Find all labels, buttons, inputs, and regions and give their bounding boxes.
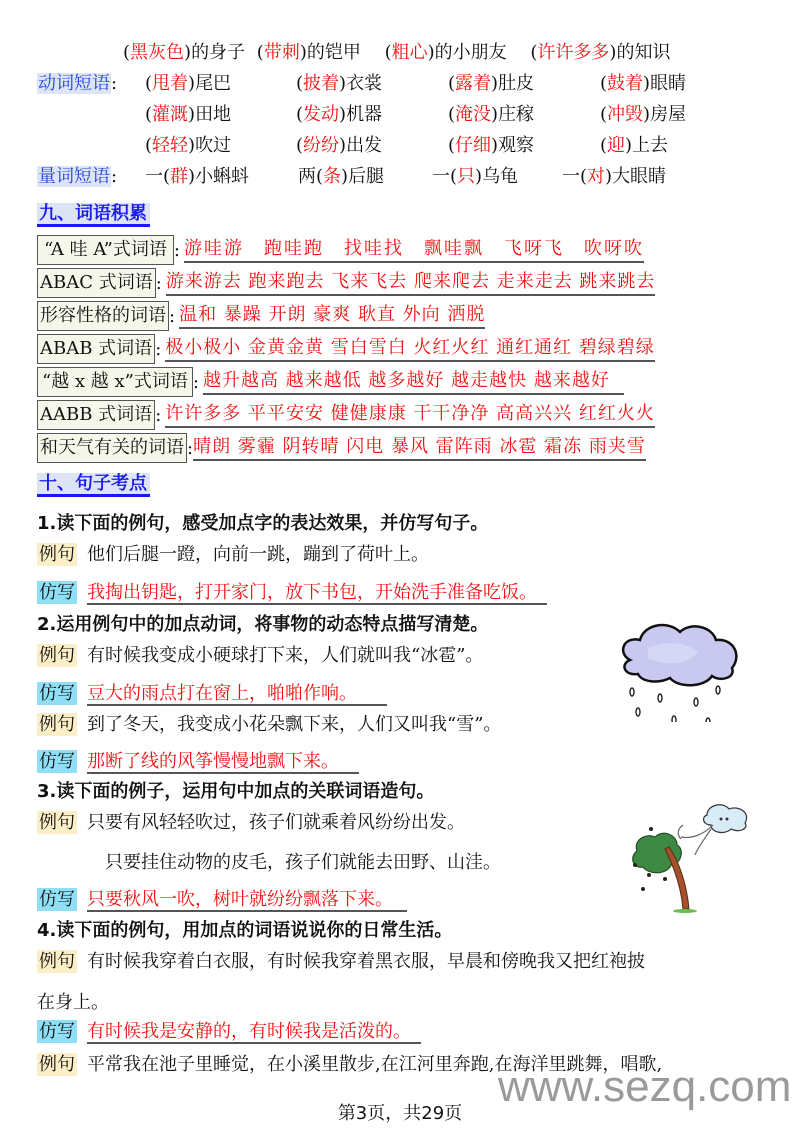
measure-phrases-label: 量词短语: [38, 166, 118, 187]
section-9-heading [37, 201, 150, 227]
phrase: (仔细)观察 [448, 135, 535, 156]
imitate-answer: 我掏出钥匙，打开家门，放下书包，开始洗手准备吃饭。 [87, 582, 547, 605]
windy-tree-illustration [615, 795, 765, 915]
phrase: (纷纷)出发 [296, 135, 383, 156]
example-tag: 例句 [39, 1054, 75, 1075]
imitate-row [37, 885, 407, 911]
vocab-label: “越 x 越 x”式词语 [37, 367, 193, 397]
phrase-rest: 的铠甲 [306, 42, 361, 63]
label-text: 动词短语 [38, 73, 110, 94]
imitate-answer: 只要秋风一吹，树叶就纷纷飘落下来。 [87, 889, 407, 912]
imitate-tag: 仿写 [39, 683, 75, 704]
phrase: 一(群)小蝌蚪 [145, 166, 250, 187]
phrase: (淹没)庄稼 [448, 104, 535, 125]
phrase: 两(条)后腿 [298, 166, 385, 187]
phrase: (披着)衣裳 [296, 73, 383, 94]
example-row [37, 540, 429, 566]
imitate-row [37, 747, 359, 773]
vocab-row-abab: ABAB 式词语 : 极小极小 金黄金黄 雪白雪白 火红火红 通红通红 碧绿碧绿 [37, 334, 655, 364]
phrase-fill: 许许多多 [537, 42, 610, 63]
example-sentence: 到了冬天，我变成小花朵飘下来，人们又叫我“雪”。 [87, 714, 502, 735]
vocab-row-aabb: AABB 式词语 : 许许多多 平平安安 健健康康 干干净净 高高兴兴 红红火火 [37, 400, 655, 430]
imitate-row [37, 679, 387, 705]
heading-text: 十、句子考点 [37, 473, 150, 497]
imitate-tag: 仿写 [39, 1021, 75, 1042]
example-tag: 例句 [39, 714, 75, 735]
phrase-rest: 的身子 [191, 42, 246, 63]
vocab-words: 游来游去 跑来跑去 飞来飞去 爬来爬去 走来走去 跳来跳去 [166, 270, 656, 296]
phrase-fill: 黑灰色 [130, 42, 185, 63]
vocab-words: 晴朗 雾霾 阴转晴 闪电 暴风 雷阵雨 冰雹 霜冻 雨夹雪 [193, 435, 646, 461]
rain-cloud-illustration [608, 612, 758, 722]
adjective-phrases-row [123, 40, 670, 66]
vocab-label: AABB 式词语 [37, 400, 155, 430]
phrase: 一(对)大眼睛 [562, 166, 667, 187]
phrase: (粗心)的小朋友 [384, 42, 507, 63]
imitate-tag: 仿写 [39, 582, 75, 603]
example-row [37, 641, 483, 667]
imitate-row [37, 1017, 421, 1043]
phrase: (发动)机器 [296, 104, 383, 125]
imitate-tag: 仿写 [39, 889, 75, 910]
vocab-words: 极小极小 金黄金黄 雪白雪白 火红火红 通红通红 碧绿碧绿 [165, 336, 655, 362]
vocab-row-yue-x-yue-x: “越 x 越 x”式词语 : 越升越高 越来越低 越多越好 越走越快 越来越好 [37, 367, 624, 397]
vocab-row-abac: ABAC 式词语 : 游来游去 跑来跑去 飞来飞去 爬来爬去 走来走去 跳来跳去 [37, 268, 655, 298]
imitate-tag: 仿写 [39, 751, 75, 772]
example-tag: 例句 [39, 544, 75, 565]
example-sentence: 有时候我变成小硬球打下来，人们就叫我“冰雹”。 [87, 645, 484, 666]
phrase-rest: 的知识 [616, 42, 671, 63]
phrase: (灌溉)田地 [145, 104, 232, 125]
example-row [37, 808, 465, 834]
vocab-label: ABAB 式词语 [37, 334, 155, 364]
vocab-words: 许许多多 平平安安 健健康康 干干净净 高高兴兴 红红火火 [165, 402, 655, 428]
example-sentence: 只要挂住动物的皮毛，孩子们就能去田野、山洼。 [105, 852, 501, 873]
question-1: 1.读下面的例句，感受加点字的表达效果，并仿写句子。 [37, 513, 489, 534]
phrase: (迎)上去 [600, 135, 669, 156]
section-10-heading [37, 471, 150, 497]
phrase: (轻轻)吹过 [145, 135, 232, 156]
phrase-fill: 粗心 [391, 42, 428, 63]
example-tag: 例句 [39, 812, 75, 833]
verb-phrases-label: 动词短语: [38, 73, 118, 94]
vocab-label: ABAC 式词语 [37, 268, 156, 298]
question-2: 2.运用例句中的加点动词，将事物的动态特点描写清楚。 [37, 614, 489, 635]
phrase: (鼓着)眼睛 [600, 73, 687, 94]
phrase: (甩着)尾巴 [145, 73, 232, 94]
example-row [37, 710, 501, 736]
phrase: (带刺)的铠甲 [256, 42, 361, 63]
example-sentence: 只要有风轻轻吹过，孩子们就乘着风纷纷出发。 [87, 812, 465, 833]
phrase: (黑灰色)的身子 [123, 42, 246, 63]
example-sentence-continuation: 在身上。 [37, 992, 109, 1013]
imitate-answer: 有时候我是安静的，有时候我是活泼的。 [87, 1021, 421, 1044]
example-sentence: 有时候我穿着白衣服，有时候我穿着黑衣服，早晨和傍晚我又把红袍披 [87, 951, 645, 972]
watermark: www.sezq.com [498, 1062, 792, 1111]
vocab-label: 形容性格的词语 [37, 301, 169, 331]
windy-tree-icon [615, 795, 765, 915]
imitate-answer: 豆大的雨点打在窗上，啪啪作响。 [87, 683, 387, 706]
phrase: (许许多多)的知识 [530, 42, 671, 63]
vocab-words: 越升越高 越来越低 越多越好 越走越快 越来越好 [203, 369, 624, 395]
page-number: 第3页，共29页 [337, 1103, 463, 1124]
imitate-row [37, 578, 547, 604]
label-text: 量词短语 [38, 166, 110, 187]
example-tag: 例句 [39, 951, 75, 972]
imitate-answer: 那断了线的风筝慢慢地飘下来。 [87, 751, 359, 774]
example-sentence: 平常我在池子里睡觉，在小溪里散步,在江河里奔跑,在海洋里跳舞，唱歌, [87, 1054, 663, 1075]
example-tag: 例句 [39, 645, 75, 666]
vocab-row-personality: 形容性格的词语 : 温和 暴躁 开朗 豪爽 耿直 外向 洒脱 [37, 301, 485, 331]
example-sentence-2 [105, 848, 501, 874]
vocab-label: 和天气有关的词语 [37, 433, 187, 463]
vocab-words: 游哇游 跑哇跑 找哇找 飘哇飘 飞呀飞 吹呀吹 [184, 237, 644, 263]
phrase-fill: 带刺 [263, 42, 300, 63]
question-4: 4.读下面的例句，用加点的词语说说你的日常生活。 [37, 920, 453, 941]
vocab-label: “A 哇 A”式词语 [37, 235, 174, 265]
rain-cloud-icon [608, 612, 758, 722]
vocab-row-weather: 和天气有关的词语 : 晴朗 雾霾 阴转晴 闪电 暴风 雷阵雨 冰雹 霜冻 雨夹雪 [37, 433, 646, 463]
heading-text: 九、词语积累 [37, 203, 150, 227]
phrase: (露着)肚皮 [448, 73, 535, 94]
phrase-rest: 的小朋友 [434, 42, 507, 63]
phrase: (冲毁)房屋 [600, 104, 687, 125]
example-sentence: 他们后腿一蹬，向前一跳，蹦到了荷叶上。 [87, 544, 429, 565]
question-3: 3.读下面的例子，运用句中加点的关联词语造句。 [37, 781, 435, 802]
phrase: 一(只)乌龟 [432, 166, 519, 187]
example-row [37, 947, 645, 973]
vocab-row-a-wa-a: “A 哇 A”式词语 : 游哇游 跑哇跑 找哇找 飘哇飘 飞呀飞 吹呀吹 [37, 235, 644, 265]
vocab-words: 温和 暴躁 开朗 豪爽 耿直 外向 洒脱 [179, 303, 485, 329]
